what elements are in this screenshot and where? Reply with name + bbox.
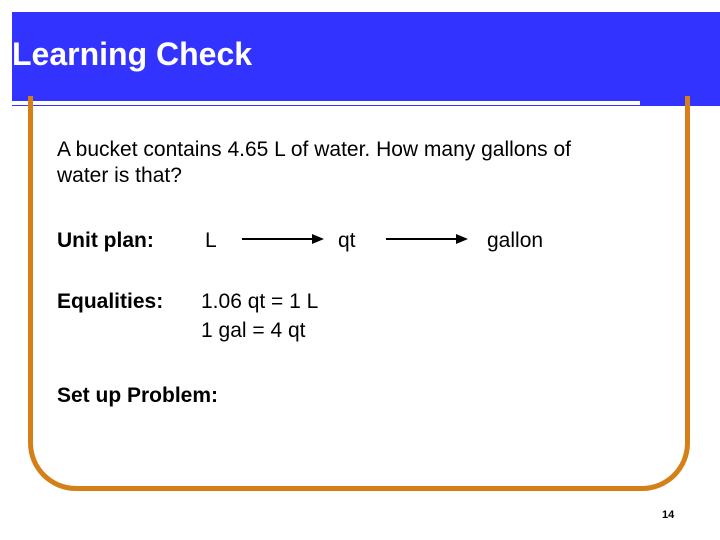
slide-title: Learning Check xyxy=(12,36,253,72)
arrow-icon xyxy=(386,232,468,246)
equality-item: 1 gal = 4 qt xyxy=(201,319,306,342)
unit-plan-unit-gallon: gallon xyxy=(487,229,544,252)
setup-problem-label: Set up Problem: xyxy=(57,384,219,407)
arrow-icon xyxy=(242,232,324,246)
equality-item: 1.06 qt = 1 L xyxy=(201,290,319,313)
equalities-label: Equalities: xyxy=(57,290,164,313)
unit-plan-unit-l: L xyxy=(205,229,217,252)
unit-plan-label: Unit plan: xyxy=(57,229,154,252)
question-text: A bucket contains 4.65 L of water. How many gallons of water is that? xyxy=(57,138,572,187)
page-number: 14 xyxy=(662,509,675,521)
unit-plan-unit-qt: qt xyxy=(338,229,356,252)
